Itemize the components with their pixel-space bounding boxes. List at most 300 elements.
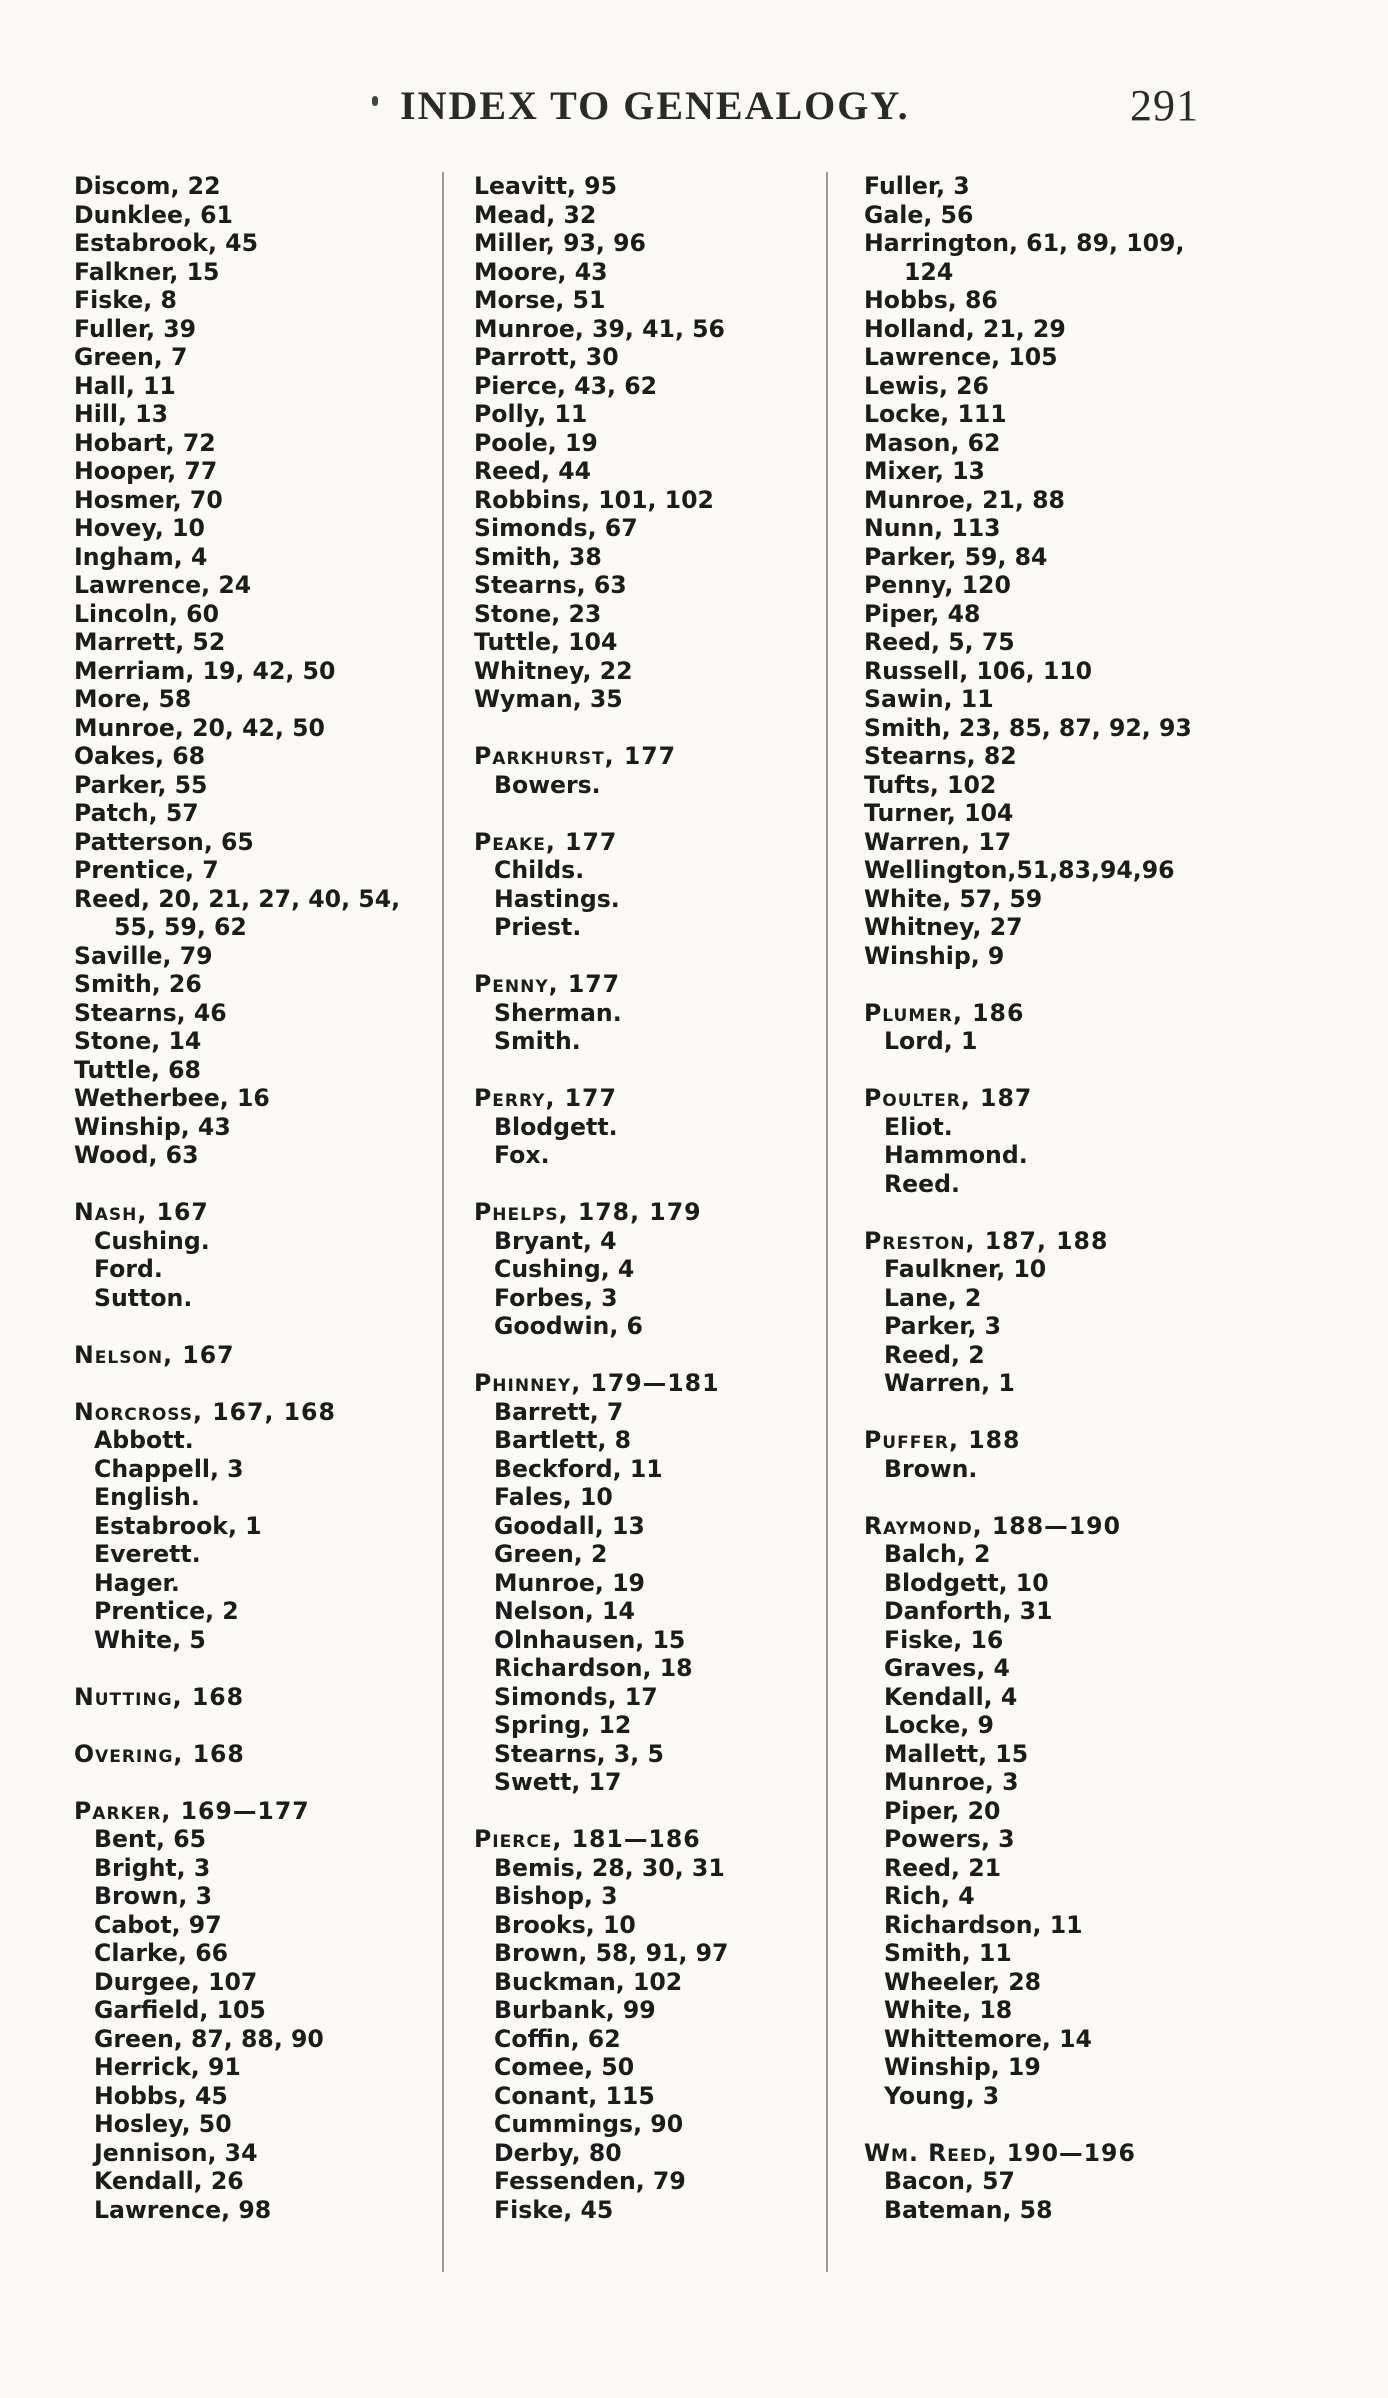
index-entry-text: Beckford, 11 xyxy=(494,1454,663,1483)
index-entry-text: Garfield, 105 xyxy=(94,1996,266,2024)
index-entry-text: Simonds, 67 xyxy=(474,514,638,542)
index-entry-text: Prentice, 7 xyxy=(74,856,219,884)
index-entry xyxy=(474,1398,814,1427)
index-entry-text: Hosley, 50 xyxy=(94,2110,232,2138)
index-entry-text: Hosmer, 70 xyxy=(74,485,223,514)
index-entry xyxy=(74,1825,434,1854)
index-entry xyxy=(474,286,814,315)
index-entry xyxy=(74,628,434,657)
index-entry-text: Conant, 115 xyxy=(494,2081,655,2110)
index-entry xyxy=(864,1341,1244,1370)
index-entry-text: Mason, 62 xyxy=(864,428,1001,457)
index-entry xyxy=(864,1455,1244,1484)
index-entry xyxy=(474,1569,814,1598)
index-entry-text: Wellington,51,83,94,96 xyxy=(864,856,1175,884)
index-entry-text: Stearns, 46 xyxy=(74,998,227,1027)
index-entry xyxy=(474,1312,814,1341)
index-entry xyxy=(74,1597,434,1626)
index-entry xyxy=(474,1996,814,2025)
index-entry xyxy=(74,771,434,800)
index-entry xyxy=(474,685,814,714)
index-entry xyxy=(864,799,1244,828)
index-entry xyxy=(474,172,814,201)
index-entry xyxy=(474,600,814,629)
index-entry-text: Richardson, 18 xyxy=(494,1654,693,1682)
index-entry-text: Munroe, 19 xyxy=(494,1568,645,1597)
index-entry xyxy=(864,1170,1244,1199)
index-entry xyxy=(474,543,814,572)
index-entry xyxy=(474,315,814,344)
index-entry xyxy=(474,1483,814,1512)
index-entry-text: Winship, 19 xyxy=(884,2053,1041,2081)
index-entry xyxy=(864,856,1244,885)
index-entry-text: Brown. xyxy=(884,1454,978,1483)
index-entry-text: Dunklee, 61 xyxy=(74,200,233,229)
index-entry-text: Winship, 43 xyxy=(74,1112,231,1141)
index-entry-text: Cabot, 97 xyxy=(94,1910,222,1939)
index-entry-text: Goodall, 13 xyxy=(494,1511,645,1540)
index-entry xyxy=(74,343,434,372)
index-entry-text: Hammond. xyxy=(884,1141,1028,1169)
index-entry-text: Barrett, 7 xyxy=(494,1397,624,1426)
index-entry xyxy=(864,429,1244,458)
index-entry xyxy=(864,1797,1244,1826)
index-entry-text: Turner, 104 xyxy=(864,799,1014,827)
index-entry xyxy=(474,372,814,401)
index-entry-text: Childs. xyxy=(494,856,585,884)
index-entry xyxy=(864,400,1244,429)
index-entry xyxy=(474,400,814,429)
index-entry-text: Kendall, 4 xyxy=(884,1682,1018,1711)
index-entry-text: Hobbs, 45 xyxy=(94,2081,228,2110)
index-entry xyxy=(474,1939,814,1968)
index-entry xyxy=(864,1027,1244,1056)
index-entry-text: Hager. xyxy=(94,1568,180,1597)
index-entry xyxy=(74,1968,434,1997)
index-entry xyxy=(474,486,814,515)
family-heading: Peake, 177 xyxy=(474,827,618,856)
family-heading: Parker, 169—177 xyxy=(74,1796,310,1825)
index-entry-text: Reed, 2 xyxy=(884,1340,985,1369)
family-heading: Nelson, 167 xyxy=(74,1340,235,1369)
family-heading: Preston, 187, 188 xyxy=(864,1226,1109,1255)
index-entry xyxy=(474,1141,814,1170)
index-entry xyxy=(74,1455,434,1484)
index-entry xyxy=(74,685,434,714)
index-entry-text: Hall, 11 xyxy=(74,371,176,400)
index-entry xyxy=(474,1512,814,1541)
index-entry-text: Hill, 13 xyxy=(74,400,169,428)
index-entry xyxy=(74,2082,434,2111)
index-entry-text: Lawrence, 105 xyxy=(864,343,1058,371)
index-entry xyxy=(474,1284,814,1313)
index-entry-text: Green, 2 xyxy=(494,1540,608,1568)
index-entry xyxy=(864,2082,1244,2111)
index-entry-text: Holland, 21, 29 xyxy=(864,314,1066,343)
index-entry xyxy=(74,514,434,543)
index-entry xyxy=(864,742,1244,771)
index-entry xyxy=(74,1512,434,1541)
index-entry-text: Ingham, 4 xyxy=(74,542,208,571)
page-title: INDEX TO GENEALOGY. xyxy=(400,83,910,128)
family-heading: Poulter, 187 xyxy=(864,1084,1033,1112)
index-entry xyxy=(74,1540,434,1569)
index-entry-text: Bryant, 4 xyxy=(494,1226,617,1255)
index-entry-continuation: 124 xyxy=(904,257,954,286)
index-entry-text: Wyman, 35 xyxy=(474,685,623,713)
index-entry-text: Reed. xyxy=(884,1169,961,1198)
index-entry xyxy=(864,172,1244,201)
index-entry-text: Bartlett, 8 xyxy=(494,1426,632,1454)
index-entry-text: Tuttle, 68 xyxy=(74,1055,201,1084)
index-section xyxy=(74,172,434,1170)
index-entry-text: Stearns, 3, 5 xyxy=(494,1739,664,1768)
index-section xyxy=(864,1084,1244,1198)
index-entry-text: Hastings. xyxy=(494,884,620,913)
index-entry xyxy=(74,2025,434,2054)
index-entry-text: Nunn, 113 xyxy=(864,514,1001,542)
index-column-2 xyxy=(474,172,814,2224)
index-section xyxy=(474,172,814,714)
index-entry xyxy=(74,372,434,401)
index-section xyxy=(74,1740,434,1769)
index-entry-text: Priest. xyxy=(494,913,582,941)
index-entry xyxy=(864,571,1244,600)
index-entry xyxy=(864,229,1244,286)
index-entry xyxy=(474,2082,814,2111)
index-entry xyxy=(474,343,814,372)
index-entry-text: Bishop, 3 xyxy=(494,1882,618,1910)
index-entry xyxy=(74,885,434,942)
index-entry xyxy=(74,229,434,258)
index-entry xyxy=(474,1911,814,1940)
index-section xyxy=(474,742,814,799)
index-entry-text: Marrett, 52 xyxy=(74,628,226,656)
index-entry-text: Leavitt, 95 xyxy=(474,172,617,200)
index-section xyxy=(474,1198,814,1341)
page-number: 291 xyxy=(1130,81,1199,130)
index-entry xyxy=(74,201,434,230)
index-entry-text: Jennison, 34 xyxy=(94,2138,258,2167)
index-entry xyxy=(74,286,434,315)
index-entry xyxy=(74,315,434,344)
index-entry-text: Munroe, 3 xyxy=(884,1768,1019,1796)
index-entry xyxy=(474,885,814,914)
index-entry xyxy=(74,429,434,458)
index-entry xyxy=(474,571,814,600)
index-entry xyxy=(474,1968,814,1997)
index-entry-text: Winship, 9 xyxy=(864,941,1005,970)
index-entry-text: Green, 87, 88, 90 xyxy=(94,2024,324,2053)
index-entry xyxy=(74,1255,434,1284)
index-entry xyxy=(74,1227,434,1256)
index-entry-text: Fiske, 45 xyxy=(494,2195,614,2224)
index-entry-text: Locke, 9 xyxy=(884,1711,994,1739)
index-entry xyxy=(864,1597,1244,1626)
index-entry-text: Morse, 51 xyxy=(474,286,606,314)
index-entry-text: Munroe, 39, 41, 56 xyxy=(474,314,725,343)
index-entry-continuation: 55, 59, 62 xyxy=(114,913,247,941)
index-entry-text: Abbott. xyxy=(94,1426,194,1454)
index-entry-text: Parrott, 30 xyxy=(474,343,619,371)
index-entry xyxy=(864,714,1244,743)
index-entry xyxy=(74,1426,434,1455)
index-entry xyxy=(474,1854,814,1883)
index-section xyxy=(74,1683,434,1712)
index-entry xyxy=(74,543,434,572)
index-entry-text: Saville, 79 xyxy=(74,941,213,970)
index-entry-text: Whitney, 22 xyxy=(474,656,633,685)
index-entry-text: Parker, 3 xyxy=(884,1312,1002,1340)
index-entry xyxy=(74,999,434,1028)
index-entry-text: Bowers. xyxy=(494,770,601,799)
index-entry-text: Mallett, 15 xyxy=(884,1739,1029,1768)
ink-mark xyxy=(372,96,378,106)
index-entry-text: Sutton. xyxy=(94,1283,193,1312)
index-entry-text: Fox. xyxy=(494,1141,550,1169)
index-entry-text: Lewis, 26 xyxy=(864,371,989,400)
index-entry-text: Blodgett. xyxy=(494,1112,618,1141)
index-entry-text: Durgee, 107 xyxy=(94,1967,258,1996)
index-entry-text: Fessenden, 79 xyxy=(494,2167,686,2195)
index-entry-text: Simonds, 17 xyxy=(494,1682,658,1711)
index-entry-text: Young, 3 xyxy=(884,2081,1000,2110)
index-entry xyxy=(74,1626,434,1655)
index-entry-text: Rich, 4 xyxy=(884,1882,975,1910)
index-entry-text: Nelson, 14 xyxy=(494,1597,635,1625)
index-entry-text: Piper, 48 xyxy=(864,599,981,628)
index-entry-text: Hobart, 72 xyxy=(74,428,216,457)
index-entry xyxy=(864,600,1244,629)
index-entry-text: Moore, 43 xyxy=(474,257,608,286)
index-section xyxy=(864,2139,1244,2225)
index-entry-text: White, 57, 59 xyxy=(864,884,1043,913)
index-entry-text: Locke, 111 xyxy=(864,400,1007,428)
index-entry-text: Everett. xyxy=(94,1540,201,1568)
index-entry-text: Hooper, 77 xyxy=(74,457,218,485)
index-entry-text: Wetherbee, 16 xyxy=(74,1084,270,1112)
family-heading: Parkhurst, 177 xyxy=(474,742,677,770)
index-entry xyxy=(74,1996,434,2025)
index-entry xyxy=(74,571,434,600)
index-entry-text: Fales, 10 xyxy=(494,1483,613,1511)
index-entry xyxy=(74,856,434,885)
index-entry-text: Cushing. xyxy=(94,1226,210,1255)
index-entry-text: Hovey, 10 xyxy=(74,514,205,542)
index-entry xyxy=(74,1141,434,1170)
index-entry-text: More, 58 xyxy=(74,685,192,713)
family-heading: Nash, 167 xyxy=(74,1198,209,1226)
index-entry xyxy=(864,343,1244,372)
index-entry xyxy=(474,913,814,942)
index-entry xyxy=(74,2139,434,2168)
index-entry-text: English. xyxy=(94,1483,200,1511)
index-entry-text: Fiske, 16 xyxy=(884,1625,1004,1654)
index-entry-text: Sawin, 11 xyxy=(864,685,994,713)
index-entry-text: Spring, 12 xyxy=(494,1711,632,1739)
index-entry xyxy=(474,628,814,657)
index-entry-text: Burbank, 99 xyxy=(494,1996,656,2024)
index-entry-text: Fiske, 8 xyxy=(74,286,177,314)
index-entry-text: White, 18 xyxy=(884,1996,1013,2024)
index-entry xyxy=(864,1369,1244,1398)
index-entry-text: Falkner, 15 xyxy=(74,257,220,286)
index-entry-text: Stearns, 82 xyxy=(864,742,1017,770)
index-entry xyxy=(474,1683,814,1712)
index-entry xyxy=(864,828,1244,857)
index-entry xyxy=(74,2196,434,2225)
index-entry xyxy=(474,1882,814,1911)
family-heading: Penny, 177 xyxy=(474,970,621,998)
index-entry xyxy=(864,1768,1244,1797)
column-divider xyxy=(826,172,828,2272)
index-entry xyxy=(474,657,814,686)
index-entry xyxy=(74,457,434,486)
index-entry xyxy=(474,1597,814,1626)
family-heading: Pierce, 181—186 xyxy=(474,1825,701,1853)
index-entry-text: Comee, 50 xyxy=(494,2053,635,2081)
index-entry xyxy=(474,514,814,543)
index-entry-text: Graves, 4 xyxy=(884,1654,1010,1682)
index-entry-text: Mead, 32 xyxy=(474,200,597,229)
index-entry-text: Lawrence, 98 xyxy=(94,2195,272,2224)
index-entry-text: Lord, 1 xyxy=(884,1027,978,1055)
index-entry xyxy=(864,1968,1244,1997)
index-entry xyxy=(864,1882,1244,1911)
family-heading: Phinney, 179—181 xyxy=(474,1369,720,1397)
index-entry-text: Robbins, 101, 102 xyxy=(474,485,714,514)
index-entry xyxy=(74,799,434,828)
index-entry-text: Stearns, 63 xyxy=(474,571,627,599)
index-section xyxy=(864,172,1244,970)
index-section xyxy=(74,1398,434,1655)
index-entry-text: Brown, 3 xyxy=(94,1882,213,1910)
index-entry-text: Smith, 26 xyxy=(74,970,202,998)
index-entry-text: Olnhausen, 15 xyxy=(494,1625,686,1654)
index-entry xyxy=(74,1027,434,1056)
index-entry-text: Wood, 63 xyxy=(74,1141,199,1169)
index-entry-text: Hobbs, 86 xyxy=(864,286,998,314)
index-entry-text: Lincoln, 60 xyxy=(74,599,220,628)
family-heading: Norcross, 167, 168 xyxy=(74,1397,336,1426)
index-entry xyxy=(474,1626,814,1655)
index-section xyxy=(474,1369,814,1797)
index-entry-text: Bent, 65 xyxy=(94,1825,207,1853)
index-entry-text: Warren, 1 xyxy=(884,1369,1015,1397)
index-entry-text: Pierce, 43, 62 xyxy=(474,371,658,400)
index-entry xyxy=(474,771,814,800)
index-entry-text: Estabrook, 45 xyxy=(74,229,259,257)
index-entry xyxy=(864,657,1244,686)
index-entry xyxy=(74,1854,434,1883)
index-entry-text: Munroe, 21, 88 xyxy=(864,485,1065,514)
index-entry xyxy=(74,1939,434,1968)
column-divider xyxy=(442,172,444,2272)
family-heading: Wm. Reed, 190—196 xyxy=(864,2138,1136,2167)
index-entry-text: Piper, 20 xyxy=(884,1796,1001,1825)
index-entry xyxy=(74,970,434,999)
index-entry xyxy=(864,1569,1244,1598)
index-entry-text: Estabrook, 1 xyxy=(94,1511,262,1540)
index-entry-text: Clarke, 66 xyxy=(94,1939,229,1967)
index-entry xyxy=(74,942,434,971)
index-entry xyxy=(864,1654,1244,1683)
index-entry-text: Wheeler, 28 xyxy=(884,1967,1042,1996)
index-entry xyxy=(864,1683,1244,1712)
index-entry xyxy=(864,771,1244,800)
index-entry-text: Buckman, 102 xyxy=(494,1967,683,1996)
index-entry xyxy=(474,2025,814,2054)
index-entry xyxy=(74,1911,434,1940)
index-entry xyxy=(864,1996,1244,2025)
index-entry xyxy=(864,1284,1244,1313)
index-entry-text: Balch, 2 xyxy=(884,1540,991,1568)
index-entry xyxy=(74,172,434,201)
index-entry xyxy=(864,486,1244,515)
index-entry xyxy=(474,1227,814,1256)
index-entry xyxy=(74,742,434,771)
index-entry xyxy=(864,942,1244,971)
index-section xyxy=(864,1426,1244,1483)
index-entry xyxy=(864,201,1244,230)
index-entry-text: Mixer, 13 xyxy=(864,457,985,485)
index-entry xyxy=(74,1882,434,1911)
index-entry xyxy=(864,685,1244,714)
index-section xyxy=(474,1084,814,1170)
index-entry xyxy=(474,1426,814,1455)
index-entry xyxy=(474,429,814,458)
index-entry xyxy=(864,2167,1244,2196)
index-entry-text: Brooks, 10 xyxy=(494,1910,636,1939)
index-entry xyxy=(474,1654,814,1683)
index-entry xyxy=(474,1255,814,1284)
index-entry xyxy=(864,514,1244,543)
index-entry xyxy=(74,2110,434,2139)
index-entry-text: Bemis, 28, 30, 31 xyxy=(494,1853,725,1882)
index-entry-text: Bateman, 58 xyxy=(884,2195,1053,2224)
index-section xyxy=(864,1512,1244,2111)
index-entry xyxy=(864,885,1244,914)
index-entry xyxy=(864,1312,1244,1341)
index-entry-text: Stone, 14 xyxy=(74,1027,202,1055)
index-entry-text: Fuller, 39 xyxy=(74,314,197,343)
index-entry-text: Cushing, 4 xyxy=(494,1255,635,1283)
index-entry xyxy=(864,1911,1244,1940)
index-entry-text: Blodgett, 10 xyxy=(884,1568,1049,1597)
index-entry-text: Parker, 59, 84 xyxy=(864,542,1048,571)
index-entry xyxy=(474,1027,814,1056)
index-entry xyxy=(864,2025,1244,2054)
index-entry-text: Coffin, 62 xyxy=(494,2024,621,2053)
index-entry xyxy=(74,600,434,629)
index-section xyxy=(864,999,1244,1056)
index-entry-text: Prentice, 2 xyxy=(94,1597,239,1625)
index-section xyxy=(474,1825,814,2224)
family-heading: Perry, 177 xyxy=(474,1084,617,1112)
index-entry-text: Miller, 93, 96 xyxy=(474,229,646,257)
index-entry xyxy=(864,2053,1244,2082)
index-entry xyxy=(474,1540,814,1569)
index-entry-text: Sherman. xyxy=(494,998,622,1027)
index-entry xyxy=(474,1455,814,1484)
index-entry xyxy=(74,1056,434,1085)
index-section xyxy=(74,1797,434,2225)
index-entry-text: Parker, 55 xyxy=(74,770,208,799)
index-column-3 xyxy=(864,172,1244,2224)
index-entry-text: Bacon, 57 xyxy=(884,2167,1015,2195)
index-entry xyxy=(864,913,1244,942)
family-heading: Phelps, 178, 179 xyxy=(474,1198,702,1226)
